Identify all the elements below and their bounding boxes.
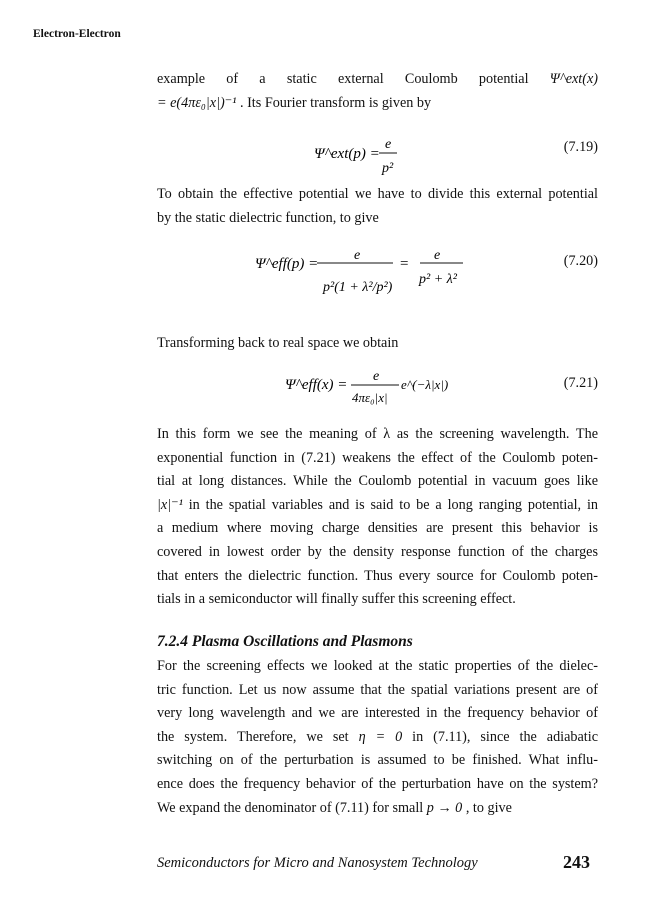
equation-7-21 bbox=[157, 367, 598, 417]
footer-book-title: Semiconductors for Micro and Nanosystem Technology bbox=[157, 855, 478, 871]
word: external bbox=[337, 71, 384, 87]
text: in the spatial variables and is said to be a long ranging potential, in bbox=[188, 496, 599, 513]
equals-sign: = bbox=[400, 256, 409, 272]
paragraph-5-line-1: For the screening effects we looked at the static properties of the dielec- bbox=[157, 658, 598, 674]
eq-denominator: p² bbox=[382, 161, 394, 176]
eq-lhs: Ψ^eff(x) = bbox=[285, 377, 348, 393]
paragraph-4-line-3: tial at long distances. While the Coulomb potential in vacuum goes like bbox=[157, 473, 598, 490]
text: , to give bbox=[465, 799, 512, 816]
paragraph-1 bbox=[157, 68, 598, 115]
paragraph-4-line-4 bbox=[157, 494, 598, 518]
paragraph-4-line-2: exponential function in (7.21) weakens the effect of the Coulomb poten- bbox=[157, 449, 598, 466]
eq-exponential: e^(−λ|x|) bbox=[401, 377, 449, 392]
word: Coulomb bbox=[404, 71, 458, 87]
paragraph-4-line-1: In this form we see the meaning of λ as the screening wavelength. The bbox=[157, 426, 598, 442]
running-head: Electron-Electron bbox=[33, 28, 121, 40]
text: . Its Fourier transform is given by bbox=[239, 94, 432, 111]
eq-numerator-2: e bbox=[434, 248, 441, 263]
equation-7-20-svg bbox=[157, 245, 598, 325]
section-heading: 7.2.4 Plasma Oscillations and Plasmons bbox=[157, 633, 413, 650]
math-psi-ext-x: Ψ^ext(x) bbox=[549, 71, 598, 87]
math-eta-zero: η = 0 bbox=[358, 728, 403, 745]
eq-lhs: Ψ^ext(p) = bbox=[314, 146, 380, 162]
paragraph-4-line-8: tials in a semiconductor will finally suffer this screening effect. bbox=[157, 591, 516, 608]
equation-number: (7.20) bbox=[563, 253, 598, 269]
paragraph-5-line-2: tric function. Let us now assume that the spatial variations present are of bbox=[157, 681, 598, 698]
paragraph-3-line: Transforming back to real space we obtain bbox=[157, 335, 399, 351]
equation-7-20 bbox=[157, 245, 598, 325]
paragraph-3 bbox=[157, 332, 598, 356]
equation-7-19 bbox=[157, 135, 598, 187]
word: potential bbox=[478, 71, 529, 87]
paragraph-1-line-2 bbox=[157, 92, 598, 116]
equation-number: (7.21) bbox=[563, 375, 598, 391]
paragraph-4-line-7: that enters the dielectric function. Thus every source for Coulomb poten- bbox=[157, 567, 598, 584]
word: example bbox=[157, 71, 206, 87]
word: of bbox=[226, 71, 239, 87]
paragraph-5-line-6: ence does the frequency behavior of the perturbation have on the system? bbox=[157, 775, 598, 792]
eq-denominator: 4πε₀|x| bbox=[352, 390, 388, 405]
page-number: 243 bbox=[563, 852, 590, 872]
paragraph-2-line-2: by the static dielectric function, to give bbox=[157, 209, 379, 226]
math-x-inverse: |x|⁻¹ bbox=[157, 496, 183, 513]
eq-denominator-1: p²(1 + λ²/p²) bbox=[323, 280, 393, 295]
text: in (7.11), since the adiabatic bbox=[412, 728, 598, 745]
eq-numerator: e bbox=[385, 137, 392, 152]
text: We expand the denominator of (7.11) for small bbox=[157, 799, 424, 816]
paragraph-4-line-5: a medium where moving charge densities are present this behavior is bbox=[157, 520, 598, 537]
word: a bbox=[259, 71, 266, 87]
paragraph-2-line-1: To obtain the effective potential we have to divide this external potential bbox=[157, 186, 598, 202]
eq-numerator-1: e bbox=[354, 248, 361, 263]
text: the system. Therefore, we set bbox=[157, 728, 349, 745]
paragraph-1-line-1 bbox=[157, 68, 598, 92]
equation-7-19-svg bbox=[157, 135, 598, 187]
paragraph-5-line-5: switching on of the perturbation is assumed to be finished. What influ- bbox=[157, 752, 598, 769]
eq-denominator-2: p² + λ² bbox=[419, 272, 457, 287]
paragraph-5-line-3: very long wavelength and we are interested in the frequency behavior of bbox=[157, 705, 598, 722]
math-coulomb-potential: = e(4πε₀|x|)⁻¹ bbox=[157, 94, 237, 111]
paragraph-5 bbox=[157, 655, 598, 820]
word: static bbox=[286, 71, 317, 87]
equation-7-21-svg bbox=[157, 367, 598, 417]
eq-numerator: e bbox=[373, 369, 380, 384]
equation-number: (7.19) bbox=[563, 139, 598, 155]
paragraph-2 bbox=[157, 183, 598, 230]
paragraph-5-line-7 bbox=[157, 797, 598, 821]
paragraph-5-line-4 bbox=[157, 726, 598, 750]
paragraph-4 bbox=[157, 423, 598, 612]
math-p-limit: p → 0 bbox=[426, 799, 463, 816]
eq-lhs: Ψ^eff(p) = bbox=[255, 256, 319, 272]
paragraph-4-line-6: covered in lowest order by the density response function of the charges bbox=[157, 543, 598, 560]
